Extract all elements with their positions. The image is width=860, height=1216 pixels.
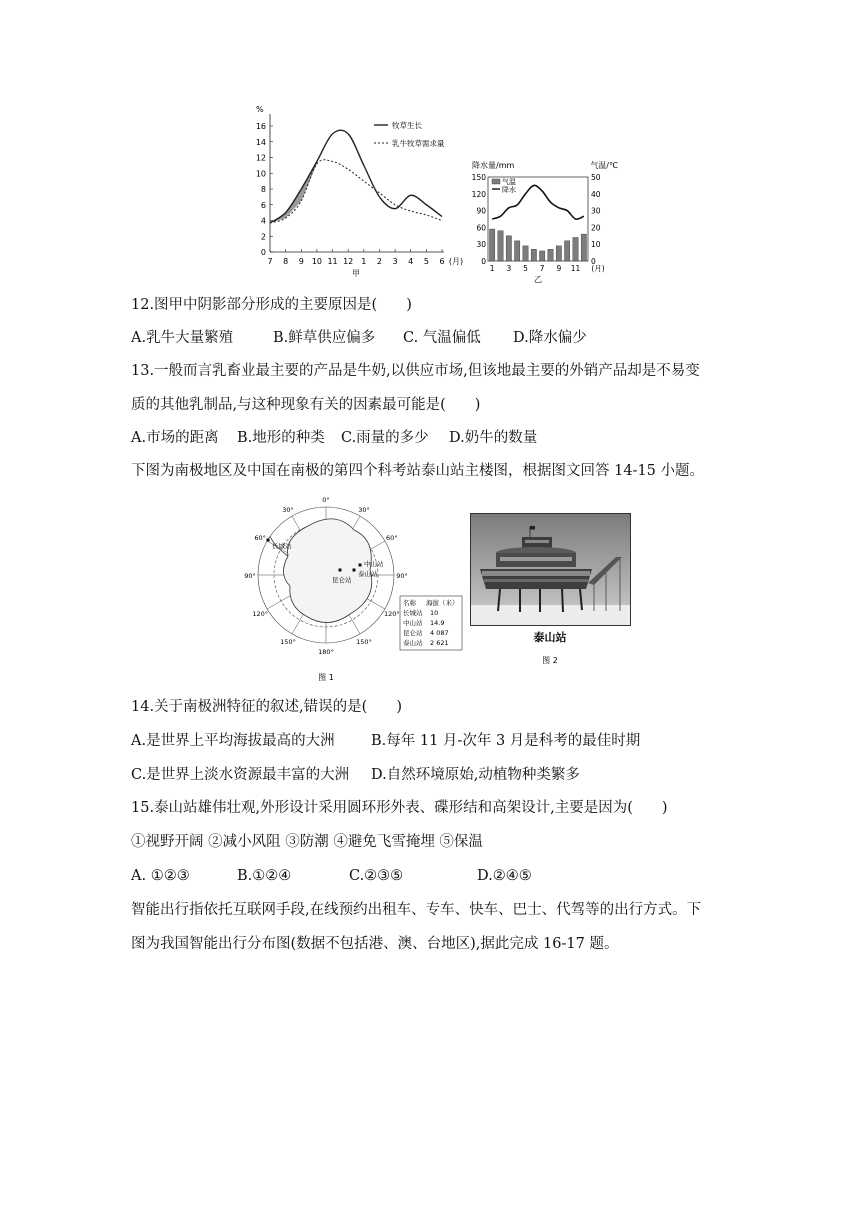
jia-y-unit: % bbox=[256, 105, 264, 114]
jia-y-tick-label: 16 bbox=[255, 122, 266, 131]
taishan-station-photo bbox=[470, 513, 632, 669]
intro-16-17-line2: 图为我国智能出行分布图(数据不包括港、澳、台地区),据此完成 16-17 题。 bbox=[131, 936, 619, 952]
jia-y-tick-label: 4 bbox=[260, 216, 266, 226]
yi-right-tick-label: 40 bbox=[591, 189, 601, 199]
q13-option-c[interactable]: C.雨量的多少 bbox=[341, 430, 429, 446]
altitude-table-cell: 10 bbox=[430, 609, 439, 617]
altitude-table-header: 海拔（米） bbox=[426, 599, 459, 607]
yi-x-tick-label: 5 bbox=[523, 264, 528, 273]
map-longitude-label: 120° bbox=[383, 610, 400, 618]
altitude-table-cell: 2 621 bbox=[430, 639, 449, 647]
map-station-marker bbox=[267, 539, 270, 542]
yi-left-tick-label: 30 bbox=[476, 240, 486, 250]
jia-legend-label: 牧草生长 bbox=[392, 121, 422, 130]
yi-temperature-bar bbox=[565, 241, 570, 261]
altitude-table-cell: 4 087 bbox=[430, 629, 449, 637]
jia-y-tick-label: 14 bbox=[255, 137, 266, 147]
yi-left-tick-label: 60 bbox=[476, 223, 486, 233]
yi-left-tick-label: 0 bbox=[481, 257, 486, 266]
question-13-options bbox=[131, 428, 537, 448]
altitude-table-header: 名称 bbox=[403, 599, 416, 607]
yi-temperature-bar bbox=[573, 237, 578, 261]
jia-x-tick-label: 4 bbox=[408, 257, 414, 266]
map-longitude-label: 90° bbox=[244, 572, 256, 580]
map-station-marker bbox=[353, 569, 356, 572]
altitude-table-cell: 中山站 bbox=[403, 619, 423, 627]
jia-x-tick-label: 2 bbox=[376, 257, 383, 266]
q14-option-a[interactable]: A.是世界上平均海拔最高的大洲 bbox=[131, 733, 335, 749]
yi-temperature-bar bbox=[498, 231, 503, 261]
yi-left-tick-label: 90 bbox=[476, 206, 486, 216]
map-longitude-label: 150° bbox=[280, 637, 296, 646]
q15-option-d[interactable]: D.②④⑤ bbox=[477, 868, 532, 884]
map-station-marker bbox=[339, 569, 342, 572]
question-15-items: ①视野开阔 ②减小风阻 ③防潮 ④避免飞雪掩埋 ⑤保温 bbox=[131, 834, 483, 850]
q13-option-b[interactable]: B.地形的种类 bbox=[237, 430, 325, 446]
q14-option-d[interactable]: D.自然环境原始,动植物种类繁多 bbox=[371, 767, 580, 783]
yi-legend-label: 降水 bbox=[502, 186, 516, 194]
yi-temperature-bar bbox=[490, 229, 495, 261]
yi-x-tick-label: 9 bbox=[556, 264, 562, 273]
q15-option-a[interactable]: A. ①②③ bbox=[131, 868, 190, 884]
yi-left-axis-title: 降水量/mm bbox=[472, 161, 515, 170]
question-15-options bbox=[131, 866, 532, 886]
jia-x-tick-label: 9 bbox=[298, 257, 304, 266]
yi-x-tick-label: 7 bbox=[539, 264, 545, 273]
altitude-table-cell: 长城站 bbox=[403, 609, 423, 617]
jia-x-tick-label: 6 bbox=[439, 257, 445, 266]
map-longitude-label: 90° bbox=[396, 572, 408, 580]
map-longitude-label: 60° bbox=[386, 534, 398, 542]
jia-x-tick-label: 11 bbox=[327, 257, 338, 266]
yi-temperature-bar bbox=[581, 234, 586, 261]
map-longitude-label: 30° bbox=[282, 506, 294, 515]
jia-x-tick-label: 12 bbox=[343, 257, 354, 266]
map-longitude-label: 120° bbox=[252, 610, 269, 618]
q13-option-d[interactable]: D.奶牛的数量 bbox=[449, 430, 538, 446]
yi-temperature-bar bbox=[515, 241, 520, 261]
map-longitude-label: 60° bbox=[254, 534, 266, 542]
map-longitude-label: 30° bbox=[358, 506, 370, 515]
altitude-table-cell: 14.9 bbox=[430, 619, 445, 627]
jia-x-tick-label: 5 bbox=[423, 257, 429, 266]
map-longitude-label: 0° bbox=[322, 496, 330, 504]
q15-option-b[interactable]: B.①②④ bbox=[237, 868, 292, 884]
map-longitude-label: 150° bbox=[356, 637, 372, 646]
map-station-label: 长城站 bbox=[272, 542, 292, 550]
question-15-stem: 15.泰山站雄伟壮观,外形设计采用圆环形外表、碟形结和高架设计,主要是因为( ) bbox=[131, 800, 668, 816]
question-14-options-row2 bbox=[131, 765, 580, 785]
intro-16-17-line1: 智能出行指依托互联网手段,在线预约出租车、专车、快车、巴士、代驾等的出行方式。下 bbox=[131, 902, 702, 918]
yi-right-tick-label: 0 bbox=[591, 257, 596, 266]
yi-right-tick-label: 50 bbox=[591, 173, 601, 182]
yi-left-tick-label: 120 bbox=[471, 189, 486, 199]
jia-x-tick-label: 7 bbox=[267, 257, 273, 266]
q13-option-a[interactable]: A.市场的距离 bbox=[131, 430, 219, 446]
map-station-label: 泰山站 bbox=[358, 570, 378, 578]
antarctica-map bbox=[244, 490, 468, 686]
jia-y-tick-label: 6 bbox=[260, 200, 266, 210]
altitude-table-cell: 泰山站 bbox=[403, 639, 423, 647]
q15-option-c[interactable]: C.②③⑤ bbox=[349, 868, 404, 884]
altitude-table-cell: 昆仑站 bbox=[403, 629, 423, 637]
jia-y-tick-label: 8 bbox=[260, 185, 266, 194]
jia-y-tick-label: 0 bbox=[260, 248, 266, 257]
fig2-label: 泰山站 bbox=[533, 631, 567, 644]
yi-x-tick-label: 3 bbox=[506, 264, 512, 273]
q14-option-b[interactable]: B.每年 11 月-次年 3 月是科考的最佳时期 bbox=[371, 733, 641, 749]
yi-right-axis-title: 气温/℃ bbox=[590, 161, 618, 170]
map-station-marker bbox=[359, 564, 362, 567]
yi-temperature-bar bbox=[548, 249, 553, 261]
yi-right-tick-label: 20 bbox=[591, 223, 601, 233]
yi-legend-label: 气温 bbox=[502, 178, 516, 186]
map-station-label: 中山站 bbox=[364, 560, 384, 568]
jia-title: 甲 bbox=[352, 269, 360, 278]
yi-left-tick-label: 150 bbox=[471, 173, 486, 182]
q12-option-b[interactable]: B.鲜草供应偏多 bbox=[273, 330, 376, 346]
jia-y-tick-label: 10 bbox=[255, 169, 266, 179]
chart-jia bbox=[248, 100, 468, 286]
jia-legend-label: 乳牛牧草需求量 bbox=[392, 139, 445, 148]
question-12-stem: 12.图甲中阴影部分形成的主要原因是( ) bbox=[131, 297, 412, 313]
yi-title: 乙 bbox=[534, 275, 542, 284]
jia-x-tick-label: 1 bbox=[361, 257, 367, 266]
map-longitude-label: 180° bbox=[318, 648, 334, 656]
intro-14-15: 下图为南极地区及中国在南极的第四个科考站泰山站主楼图，根据图文回答 14-15 小题。 bbox=[131, 463, 705, 479]
q14-option-c[interactable]: C.是世界上淡水资源最丰富的大洲 bbox=[131, 767, 350, 783]
yi-x-unit: (月) bbox=[591, 264, 605, 273]
question-13-line2: 质的其他乳制品,与这种现象有关的因素最可能是( ) bbox=[131, 397, 481, 413]
question-13-line1: 13.一般而言乳畜业最主要的产品是牛奶,以供应市场,但该地最主要的外销产品却是不易变 bbox=[131, 363, 700, 379]
jia-shaded-area bbox=[270, 161, 317, 222]
jia-x-tick-label: 3 bbox=[392, 257, 398, 266]
question-14-options-row1 bbox=[131, 731, 640, 751]
jia-x-unit: (月) bbox=[448, 257, 464, 266]
yi-temperature-bar bbox=[531, 249, 536, 261]
fig1-caption: 图 1 bbox=[318, 673, 334, 682]
jia-series-demand bbox=[270, 160, 442, 223]
yi-x-tick-label: 1 bbox=[489, 264, 495, 273]
yi-legend-bar-swatch bbox=[492, 179, 500, 184]
yi-temperature-bar bbox=[556, 246, 561, 261]
yi-temperature-bar bbox=[523, 246, 528, 261]
yi-right-tick-label: 30 bbox=[591, 206, 601, 216]
jia-x-tick-label: 10 bbox=[311, 257, 323, 266]
chart-yi bbox=[470, 160, 620, 285]
yi-right-tick-label: 10 bbox=[591, 240, 601, 250]
map-station-label: 昆仑站 bbox=[332, 576, 352, 584]
q12-option-d[interactable]: D.降水偏少 bbox=[513, 330, 587, 346]
question-14-stem: 14.关于南极洲特征的叙述,错误的是( ) bbox=[131, 699, 402, 715]
fig2-caption: 图 2 bbox=[542, 656, 558, 665]
jia-y-tick-label: 12 bbox=[255, 153, 266, 163]
question-12-options bbox=[131, 328, 587, 348]
jia-x-tick-label: 8 bbox=[283, 257, 289, 266]
q12-option-c[interactable]: C. 气温偏低 bbox=[403, 330, 481, 346]
jia-y-tick-label: 2 bbox=[260, 232, 266, 242]
yi-temperature-bar bbox=[506, 236, 511, 261]
yi-temperature-bar bbox=[540, 251, 545, 261]
yi-x-tick-label: 11 bbox=[570, 264, 581, 273]
q12-option-a[interactable]: A.乳牛大量繁殖 bbox=[131, 330, 234, 346]
